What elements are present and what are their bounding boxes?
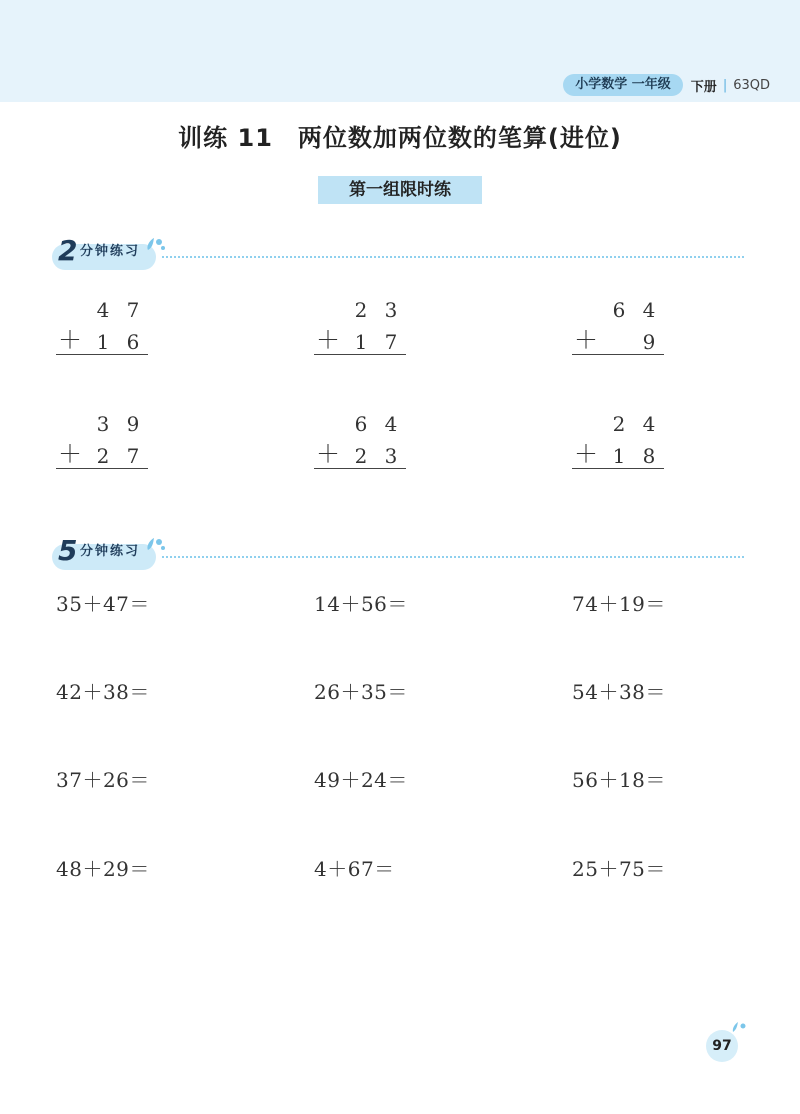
sum-line [56, 354, 148, 355]
digit: 6 [612, 298, 626, 322]
equation: 48＋29＝ [56, 857, 150, 881]
header-bar [563, 74, 770, 96]
addend-row [56, 408, 148, 440]
digit: 6 [354, 412, 368, 436]
addend-row [314, 408, 406, 440]
digit: 7 [126, 444, 140, 468]
series-code: 63QD [733, 77, 770, 93]
page-title: 训练 11 两位数加两位数的笔算(进位) [178, 124, 622, 152]
splash-icon [144, 536, 166, 554]
dotted-divider [162, 256, 744, 258]
page-number: 97 [706, 1030, 738, 1062]
digit: 1 [612, 444, 626, 468]
plus-sign: ＋ [316, 440, 340, 468]
addend-row [572, 294, 664, 326]
sum-line [572, 468, 664, 469]
equation: 26＋35＝ [314, 680, 408, 704]
equation: 74＋19＝ [572, 592, 666, 616]
equation: 56＋18＝ [572, 768, 666, 792]
sum-line [572, 354, 664, 355]
equation: 14＋56＝ [314, 592, 408, 616]
digit: 8 [642, 444, 656, 468]
digit: 3 [384, 298, 398, 322]
digit: 3 [384, 444, 398, 468]
digit: 1 [96, 330, 110, 354]
vertical-problem [56, 294, 148, 358]
vertical-problem [314, 408, 406, 472]
equation: 4＋67＝ [314, 857, 395, 881]
addend-row [314, 294, 406, 326]
addend-row [572, 408, 664, 440]
digit: 7 [384, 330, 398, 354]
badge-number: 5 [58, 534, 78, 567]
dotted-divider [162, 556, 744, 558]
plus-sign: ＋ [58, 326, 82, 354]
section-header-2min [52, 236, 752, 276]
equation: 54＋38＝ [572, 680, 666, 704]
digit: 9 [642, 330, 656, 354]
plus-sign: ＋ [316, 326, 340, 354]
vertical-problem [56, 408, 148, 472]
digit: 2 [96, 444, 110, 468]
digit: 6 [126, 330, 140, 354]
group-label: 第一组限时练 [318, 176, 482, 204]
sum-line [314, 468, 406, 469]
plus-sign: ＋ [574, 440, 598, 468]
splash-icon [144, 236, 166, 254]
digit: 4 [642, 298, 656, 322]
sum-line [314, 354, 406, 355]
header-separator: | [722, 77, 728, 93]
digit: 3 [96, 412, 110, 436]
digit: 2 [354, 444, 368, 468]
sum-line [56, 468, 148, 469]
plus-sign: ＋ [58, 440, 82, 468]
digit: 4 [384, 412, 398, 436]
subject-grade-pill: 小学数学 一年级 [563, 74, 683, 96]
equation: 25＋75＝ [572, 857, 666, 881]
digit: 9 [126, 412, 140, 436]
equation: 35＋47＝ [56, 592, 150, 616]
digit: 2 [354, 298, 368, 322]
equation: 49＋24＝ [314, 768, 408, 792]
digit: 1 [354, 330, 368, 354]
equation: 42＋38＝ [56, 680, 150, 704]
badge-number: 2 [58, 234, 78, 267]
plus-sign: ＋ [574, 326, 598, 354]
vertical-problem [572, 294, 664, 358]
digit: 7 [126, 298, 140, 322]
vertical-problem [572, 408, 664, 472]
volume-label: 下册 [690, 79, 717, 95]
digit: 4 [642, 412, 656, 436]
digit: 2 [612, 412, 626, 436]
section-header-5min [52, 536, 752, 576]
badge-text: 分钟练习 [80, 544, 141, 559]
vertical-problem [314, 294, 406, 358]
digit: 4 [96, 298, 110, 322]
addend-row [56, 294, 148, 326]
equation: 37＋26＝ [56, 768, 150, 792]
badge-text: 分钟练习 [80, 244, 141, 259]
